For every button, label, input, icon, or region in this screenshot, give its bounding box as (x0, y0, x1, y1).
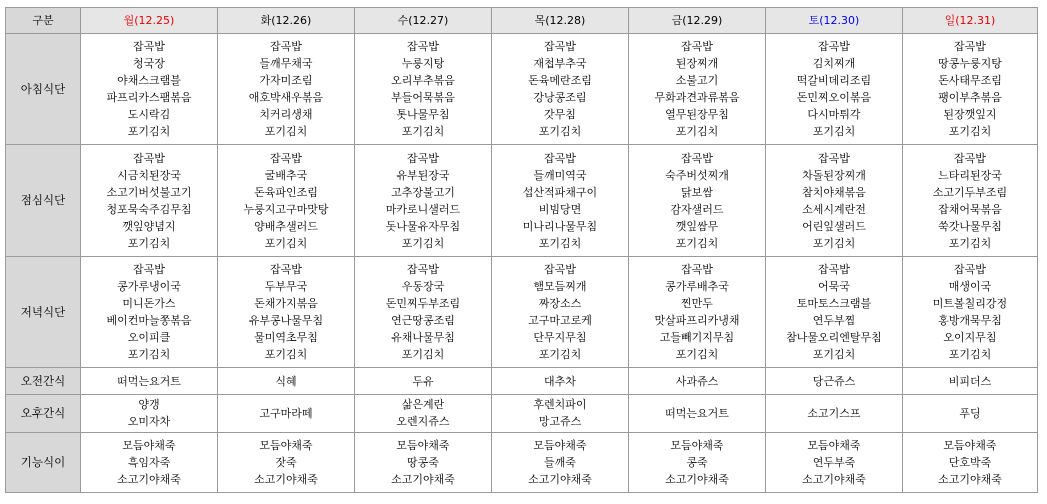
menu-item: 포기김치 (401, 348, 445, 362)
menu-item: 잡곡밥 (954, 151, 986, 165)
menu-item: 갓무침 (544, 108, 576, 122)
menu-item: 잡곡밥 (270, 40, 302, 54)
menu-cell (81, 256, 218, 367)
menu-item: 물미역초무침 (254, 331, 318, 345)
day-header: 목(12.28) (492, 8, 629, 34)
menu-cell (355, 34, 492, 145)
meal-row (6, 256, 1038, 367)
row-header: 점심식단 (6, 145, 81, 256)
menu-item: 잡곡밥 (544, 40, 576, 54)
menu-item: 유부콩나물무침 (248, 314, 324, 328)
menu-item: 소고기야채죽 (665, 473, 729, 487)
menu-cell (629, 34, 766, 145)
day-header: 수(12.27) (355, 8, 492, 34)
menu-item: 포기김치 (264, 236, 308, 250)
menu-item: 식혜 (275, 374, 297, 388)
menu-item: 오미자차 (127, 415, 171, 429)
day-header: 금(12.29) (629, 8, 766, 34)
menu-item: 포기김치 (948, 236, 992, 250)
menu-item: 포기김치 (948, 125, 992, 139)
menu-item: 떠먹는요거트 (665, 406, 729, 420)
menu-cell (629, 394, 766, 433)
menu-item: 오이지무침 (943, 331, 997, 345)
menu-item: 팽이부추볶음 (938, 91, 1002, 105)
meal-row (6, 368, 1038, 394)
menu-cell (903, 368, 1038, 394)
menu-item: 푸딩 (959, 406, 981, 420)
menu-item: 돗나물유자무침 (385, 219, 461, 233)
menu-item: 들깨미역국 (533, 168, 587, 182)
menu-item: 잡곡밥 (544, 263, 576, 277)
menu-item: 짜장소스 (538, 297, 582, 311)
menu-item: 포기김치 (127, 125, 171, 139)
menu-item: 들깨무채국 (259, 57, 313, 71)
menu-cell (355, 256, 492, 367)
menu-item: 두유 (412, 374, 434, 388)
menu-item: 소고기스프 (807, 406, 861, 420)
menu-item: 유채나물무침 (391, 331, 455, 345)
menu-item: 감자샐러드 (670, 202, 724, 216)
menu-item: 김치찌개 (812, 57, 856, 71)
menu-item: 잡채어묵볶음 (938, 202, 1002, 216)
menu-cell (629, 433, 766, 493)
menu-item: 톳나물무침 (396, 108, 450, 122)
menu-item: 두부무국 (264, 280, 308, 294)
menu-cell (629, 368, 766, 394)
menu-item: 섭산적파채구이 (522, 185, 598, 199)
menu-item: 어묵국 (818, 280, 850, 294)
menu-item: 매생이국 (948, 280, 992, 294)
menu-item: 누룽지고구마맛탕 (243, 202, 329, 216)
menu-item: 땅콩죽 (407, 456, 439, 470)
menu-cell (766, 256, 903, 367)
menu-item: 소불고기 (675, 74, 719, 88)
menu-item: 떠먹는요거트 (117, 374, 181, 388)
meal-plan-table (5, 7, 1038, 493)
menu-item: 소고기버섯불고기 (106, 185, 192, 199)
menu-item: 쑥갓나물무침 (938, 219, 1002, 233)
menu-item: 홍방개묵무침 (938, 314, 1002, 328)
menu-cell (492, 433, 629, 493)
menu-item: 도시락김 (127, 108, 171, 122)
menu-item: 포기김치 (127, 348, 171, 362)
menu-item: 잡곡밥 (681, 151, 713, 165)
menu-cell (492, 145, 629, 256)
menu-item: 흑임자죽 (127, 456, 171, 470)
menu-item: 무화과견과류볶음 (654, 91, 740, 105)
menu-item: 모듬야채죽 (670, 439, 724, 453)
menu-item: 열무된장무침 (665, 108, 729, 122)
meal-row (6, 34, 1038, 145)
menu-item: 모듬야채죽 (259, 439, 313, 453)
menu-item: 소고기야채죽 (528, 473, 592, 487)
menu-item: 대추차 (544, 374, 576, 388)
menu-cell (355, 394, 492, 433)
menu-item: 단호박죽 (948, 456, 992, 470)
menu-item: 잡곡밥 (407, 151, 439, 165)
menu-item: 비피더스 (948, 374, 992, 388)
menu-cell (81, 394, 218, 433)
menu-item: 깻잎양념지 (122, 219, 176, 233)
menu-item: 치커리생채 (259, 108, 313, 122)
menu-cell (766, 34, 903, 145)
menu-item: 모듬야채죽 (807, 439, 861, 453)
menu-item: 땅콩누룽지탕 (938, 57, 1002, 71)
day-header: 월(12.25) (81, 8, 218, 34)
menu-cell (81, 433, 218, 493)
menu-item: 포기김치 (675, 348, 719, 362)
menu-item: 잡곡밥 (407, 263, 439, 277)
menu-cell (903, 34, 1038, 145)
menu-item: 단무지무침 (533, 331, 587, 345)
menu-cell (492, 394, 629, 433)
menu-item: 고추장불고기 (391, 185, 455, 199)
header-row (6, 8, 1038, 34)
menu-item: 삶은계란 (401, 398, 445, 412)
menu-item: 돈채가지볶음 (254, 297, 318, 311)
menu-item: 고구마라떼 (259, 406, 313, 420)
menu-item: 오렌지쥬스 (396, 415, 450, 429)
menu-item: 연두부찜 (812, 314, 856, 328)
menu-cell (903, 256, 1038, 367)
menu-item: 포기김치 (948, 348, 992, 362)
menu-cell (218, 34, 355, 145)
menu-item: 콩죽 (686, 456, 708, 470)
menu-item: 잡곡밥 (133, 40, 165, 54)
menu-item: 청국장 (133, 57, 165, 71)
menu-item: 베이컨마늘쫑볶음 (106, 314, 192, 328)
menu-item: 소고기야채죽 (254, 473, 318, 487)
menu-item: 포기김치 (538, 348, 582, 362)
menu-cell (903, 145, 1038, 256)
menu-item: 포기김치 (675, 125, 719, 139)
menu-cell (355, 145, 492, 256)
menu-item: 잡곡밥 (133, 151, 165, 165)
menu-item: 연두부죽 (812, 456, 856, 470)
menu-item: 잡곡밥 (954, 263, 986, 277)
menu-item: 닭보쌈 (681, 185, 713, 199)
menu-item: 재첩부추국 (533, 57, 587, 71)
menu-item: 숙주버섯찌개 (665, 168, 729, 182)
menu-item: 포기김치 (264, 348, 308, 362)
menu-item: 유부된장국 (396, 168, 450, 182)
menu-item: 시금치된장국 (117, 168, 181, 182)
menu-item: 참치야채볶음 (802, 185, 866, 199)
menu-item: 들깨죽 (544, 456, 576, 470)
menu-item: 포기김치 (812, 125, 856, 139)
menu-item: 미트볼칠리강정 (932, 297, 1008, 311)
menu-item: 다시마튀각 (807, 108, 861, 122)
menu-cell (81, 145, 218, 256)
menu-item: 양갱 (138, 398, 160, 412)
row-header: 오후간식 (6, 394, 81, 433)
menu-cell (81, 368, 218, 394)
row-header: 저녁식단 (6, 256, 81, 367)
menu-item: 잡곡밥 (954, 40, 986, 54)
menu-item: 돈사태무조림 (938, 74, 1002, 88)
menu-item: 부들어묵볶음 (391, 91, 455, 105)
menu-item: 포기김치 (127, 236, 171, 250)
menu-item: 포기김치 (401, 125, 445, 139)
menu-item: 토마토스크램블 (796, 297, 872, 311)
menu-item: 파프리카스팸볶음 (106, 91, 192, 105)
day-header: 일(12.31) (903, 8, 1038, 34)
row-header: 아침식단 (6, 34, 81, 145)
menu-item: 가자미조림 (259, 74, 313, 88)
menu-item: 잡곡밥 (270, 263, 302, 277)
menu-item: 잡곡밥 (818, 40, 850, 54)
menu-item: 오이피클 (127, 331, 171, 345)
row-header: 기능식이 (6, 433, 81, 493)
menu-item: 소고기야채죽 (391, 473, 455, 487)
menu-item: 망고쥬스 (538, 415, 582, 429)
menu-cell (492, 34, 629, 145)
day-header: 토(12.30) (766, 8, 903, 34)
menu-item: 돈민찌두부조림 (385, 297, 461, 311)
menu-item: 양배추샐러드 (254, 219, 318, 233)
menu-item: 잡곡밥 (818, 263, 850, 277)
menu-item: 사과쥬스 (675, 374, 719, 388)
menu-item: 굴배추국 (264, 168, 308, 182)
menu-item: 미나리나물무침 (522, 219, 598, 233)
menu-item: 차돌된장찌개 (802, 168, 866, 182)
menu-item: 참나물오리엔탈무침 (786, 331, 882, 345)
menu-item: 포기김치 (401, 236, 445, 250)
menu-item: 강낭콩조림 (533, 91, 587, 105)
menu-item: 돈육메란조림 (528, 74, 592, 88)
menu-item: 잡곡밥 (818, 151, 850, 165)
menu-item: 잡곡밥 (407, 40, 439, 54)
menu-item: 모듬야채죽 (943, 439, 997, 453)
menu-item: 깻잎쌈무 (675, 219, 719, 233)
menu-item: 잡곡밥 (133, 263, 165, 277)
menu-item: 애호박새우볶음 (248, 91, 324, 105)
menu-item: 콩가루냉이국 (117, 280, 181, 294)
menu-item: 고들빼기지무침 (659, 331, 735, 345)
menu-item: 돈민찌오이볶음 (796, 91, 872, 105)
menu-item: 누룽지탕 (401, 57, 445, 71)
menu-item: 비빔당면 (538, 202, 582, 216)
menu-item: 후렌치파이 (533, 398, 587, 412)
menu-item: 포기김치 (675, 236, 719, 250)
menu-cell (81, 34, 218, 145)
menu-cell (218, 145, 355, 256)
menu-item: 마카로니샐러드 (385, 202, 461, 216)
menu-item: 당근쥬스 (812, 374, 856, 388)
menu-item: 포기김치 (812, 348, 856, 362)
menu-item: 잡곡밥 (681, 263, 713, 277)
menu-item: 소고기두부조림 (932, 185, 1008, 199)
menu-item: 미니돈가스 (122, 297, 176, 311)
menu-cell (492, 256, 629, 367)
menu-cell (218, 256, 355, 367)
menu-item: 연근땅콩조림 (391, 314, 455, 328)
menu-item: 소세시계란전 (802, 202, 866, 216)
menu-item: 된장깻잎지 (943, 108, 997, 122)
menu-item: 청포묵숙주김무침 (106, 202, 192, 216)
menu-item: 야채스크램블 (117, 74, 181, 88)
meal-row (6, 433, 1038, 493)
menu-cell (629, 145, 766, 256)
menu-item: 느타리된장국 (938, 168, 1002, 182)
menu-cell (629, 256, 766, 367)
menu-item: 돈육파인조림 (254, 185, 318, 199)
menu-item: 어린잎샐러드 (802, 219, 866, 233)
menu-item: 고구마고로케 (528, 314, 592, 328)
menu-cell (218, 368, 355, 394)
menu-cell (766, 433, 903, 493)
menu-item: 맛살파프리카냉채 (654, 314, 740, 328)
menu-item: 모듬야채죽 (396, 439, 450, 453)
menu-item: 오리부추볶음 (391, 74, 455, 88)
menu-cell (766, 394, 903, 433)
menu-item: 포기김치 (264, 125, 308, 139)
menu-cell (355, 433, 492, 493)
menu-item: 햄모듬찌개 (533, 280, 587, 294)
menu-cell (218, 433, 355, 493)
menu-item: 잡곡밥 (270, 151, 302, 165)
corner-header: 구분 (6, 8, 81, 34)
menu-item: 잡곡밥 (544, 151, 576, 165)
menu-item: 포기김치 (538, 236, 582, 250)
menu-cell (492, 368, 629, 394)
menu-item: 포기김치 (538, 125, 582, 139)
menu-item: 떡갈비데리조림 (796, 74, 872, 88)
menu-cell (218, 394, 355, 433)
menu-cell (766, 145, 903, 256)
menu-cell (355, 368, 492, 394)
menu-item: 된장찌개 (675, 57, 719, 71)
menu-cell (766, 368, 903, 394)
day-header: 화(12.26) (218, 8, 355, 34)
menu-item: 잡곡밥 (681, 40, 713, 54)
menu-item: 찐만두 (681, 297, 713, 311)
meal-row (6, 145, 1038, 256)
meal-row (6, 394, 1038, 433)
menu-cell (903, 433, 1038, 493)
menu-item: 우동장국 (401, 280, 445, 294)
menu-item: 소고기야채죽 (117, 473, 181, 487)
menu-item: 소고기야채죽 (938, 473, 1002, 487)
menu-item: 포기김치 (812, 236, 856, 250)
menu-item: 잣죽 (275, 456, 297, 470)
menu-item: 모듬야채죽 (533, 439, 587, 453)
menu-cell (903, 394, 1038, 433)
menu-item: 모듬야채죽 (122, 439, 176, 453)
menu-item: 콩가루배추국 (665, 280, 729, 294)
menu-item: 소고기야채죽 (802, 473, 866, 487)
row-header: 오전간식 (6, 368, 81, 394)
